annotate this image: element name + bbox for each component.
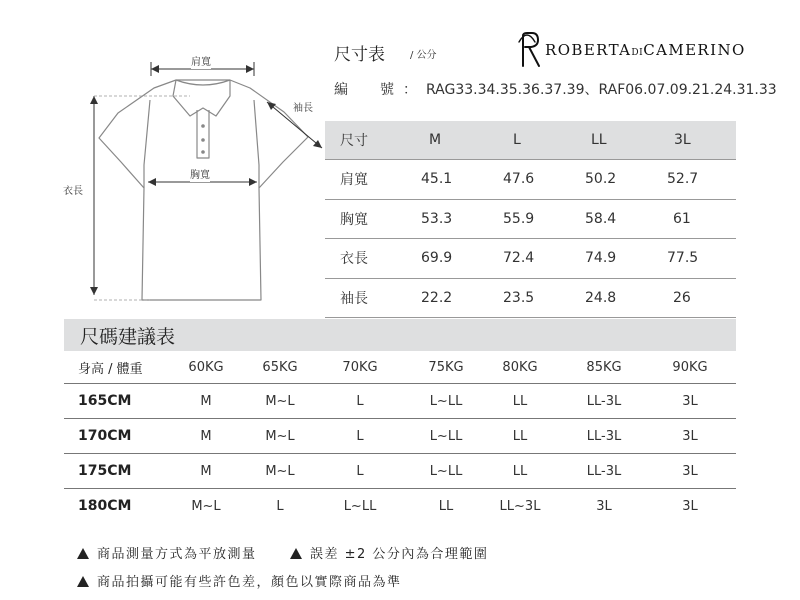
chest-label: 胸寬	[190, 170, 210, 181]
brand-logo-icon	[515, 30, 543, 70]
size-table-header-cell: 尺寸	[340, 133, 368, 149]
shirt-body-outline	[99, 80, 308, 300]
recommend-size: M~L	[265, 428, 295, 444]
height-label: 180CM	[78, 498, 132, 514]
recommend-size: M	[200, 463, 212, 479]
recommend-size: L~LL	[429, 393, 463, 409]
recommend-size: L~LL	[429, 428, 463, 444]
recommend-size: L	[356, 428, 364, 444]
size-value: 50.2	[585, 171, 617, 188]
shirt-button	[201, 138, 205, 142]
recommend-header-cell: 身高 / 體重	[78, 361, 143, 377]
size-value: 52.7	[667, 171, 699, 188]
sleeve-label: 袖長	[293, 103, 313, 114]
size-value: 53.3	[421, 210, 453, 227]
triangle-icon	[77, 576, 89, 587]
size-value: 26	[673, 289, 691, 306]
recommend-row	[64, 384, 736, 419]
product-code-value: RAG33.34.35.36.37.39、RAF06.07.09.21.24.31.33	[426, 82, 777, 98]
height-label: 170CM	[78, 428, 132, 444]
recommend-header-cell: 70KG	[342, 359, 378, 375]
recommend-row	[64, 419, 736, 454]
shoulder-label: 肩寬	[191, 57, 211, 68]
recommend-size: 3L	[682, 498, 698, 514]
recommend-header-cell: 60KG	[188, 359, 224, 375]
size-value: 22.2	[421, 289, 453, 306]
size-value: 24.8	[585, 289, 617, 306]
recommend-header-cell: 80KG	[502, 359, 538, 375]
note-tolerance: 誤差 ±2 公分內為合理範圍	[290, 543, 488, 562]
recommend-row	[64, 489, 736, 523]
recommend-size: LL	[512, 463, 528, 479]
size-table	[325, 121, 736, 318]
recommend-size: L~LL	[429, 463, 463, 479]
triangle-icon	[77, 548, 89, 559]
recommend-size: 3L	[682, 463, 698, 479]
shirt-collar-outline	[173, 80, 230, 116]
size-value: 61	[673, 210, 691, 227]
recommend-header-cell: 90KG	[672, 359, 708, 375]
recommend-size: L	[356, 463, 364, 479]
size-value: 55.9	[503, 210, 535, 227]
recommend-table	[64, 351, 736, 523]
size-row-label: 肩寬	[340, 172, 368, 189]
recommend-header-cell: 65KG	[262, 359, 298, 375]
note-measurement: 商品測量方式為平放測量	[77, 543, 257, 562]
recommend-size: 3L	[596, 498, 612, 514]
size-value: 74.9	[585, 250, 617, 267]
brand-name: ROBERTADICAMERINO	[545, 41, 746, 59]
size-table-row	[325, 239, 736, 279]
size-value: 69.9	[421, 250, 453, 267]
recommend-size: M~L	[265, 463, 295, 479]
recommend-title: 尺碼建議表	[80, 326, 176, 348]
recommend-size: 3L	[682, 428, 698, 444]
unit-label: / 公分	[410, 50, 437, 61]
recommend-header-cell: 75KG	[428, 359, 464, 375]
shirt-sleeve-seam-left	[144, 100, 150, 188]
product-code-line	[334, 79, 777, 99]
recommend-size: L	[276, 498, 284, 514]
recommend-size: 3L	[682, 393, 698, 409]
size-table-header	[325, 121, 736, 160]
height-label: 175CM	[78, 463, 132, 479]
size-table-header-cell: LL	[591, 132, 607, 148]
height-label: 165CM	[78, 393, 132, 409]
recommend-size: LL-3L	[586, 428, 622, 444]
recommend-header-cell: 85KG	[586, 359, 622, 375]
size-row-label: 衣長	[340, 251, 368, 268]
recommend-size: LL	[512, 428, 528, 444]
length-label: 衣長	[63, 186, 83, 197]
recommend-header	[64, 351, 736, 384]
shirt-button	[201, 124, 205, 128]
size-table-header-cell: L	[513, 132, 521, 148]
size-value: 47.6	[503, 171, 535, 188]
recommend-size: LL	[512, 393, 528, 409]
size-table-header-cell: 3L	[674, 132, 691, 148]
recommend-size: M~L	[265, 393, 295, 409]
recommend-size: M	[200, 393, 212, 409]
recommend-size: L~LL	[343, 498, 377, 514]
product-code-label: 編 號：	[334, 82, 426, 98]
size-chart-title: 尺寸表	[334, 45, 385, 65]
size-table-header-cell: M	[429, 132, 442, 148]
size-row-label: 胸寬	[340, 211, 368, 228]
recommend-size: M	[200, 428, 212, 444]
shirt-button	[201, 150, 205, 154]
size-table-row	[325, 160, 736, 200]
size-value: 23.5	[503, 289, 535, 306]
recommend-size: LL-3L	[586, 393, 622, 409]
size-table-row	[325, 279, 736, 319]
shirt-diagram	[0, 0, 330, 320]
recommend-size: LL-3L	[586, 463, 622, 479]
recommend-size: LL~3L	[499, 498, 541, 514]
size-value: 72.4	[503, 250, 535, 267]
size-table-row	[325, 200, 736, 240]
recommend-size: L	[356, 393, 364, 409]
recommend-size: LL	[438, 498, 454, 514]
recommend-size: M~L	[191, 498, 221, 514]
size-value: 77.5	[667, 250, 699, 267]
size-value: 58.4	[585, 210, 617, 227]
triangle-icon	[290, 548, 302, 559]
shirt-sleeve-seam-right	[254, 100, 259, 188]
size-value: 45.1	[421, 171, 453, 188]
size-row-label: 袖長	[340, 290, 368, 307]
recommend-row	[64, 454, 736, 489]
note-color-difference: 商品拍攝可能有些許色差，顏色以實際商品為準	[77, 571, 402, 590]
